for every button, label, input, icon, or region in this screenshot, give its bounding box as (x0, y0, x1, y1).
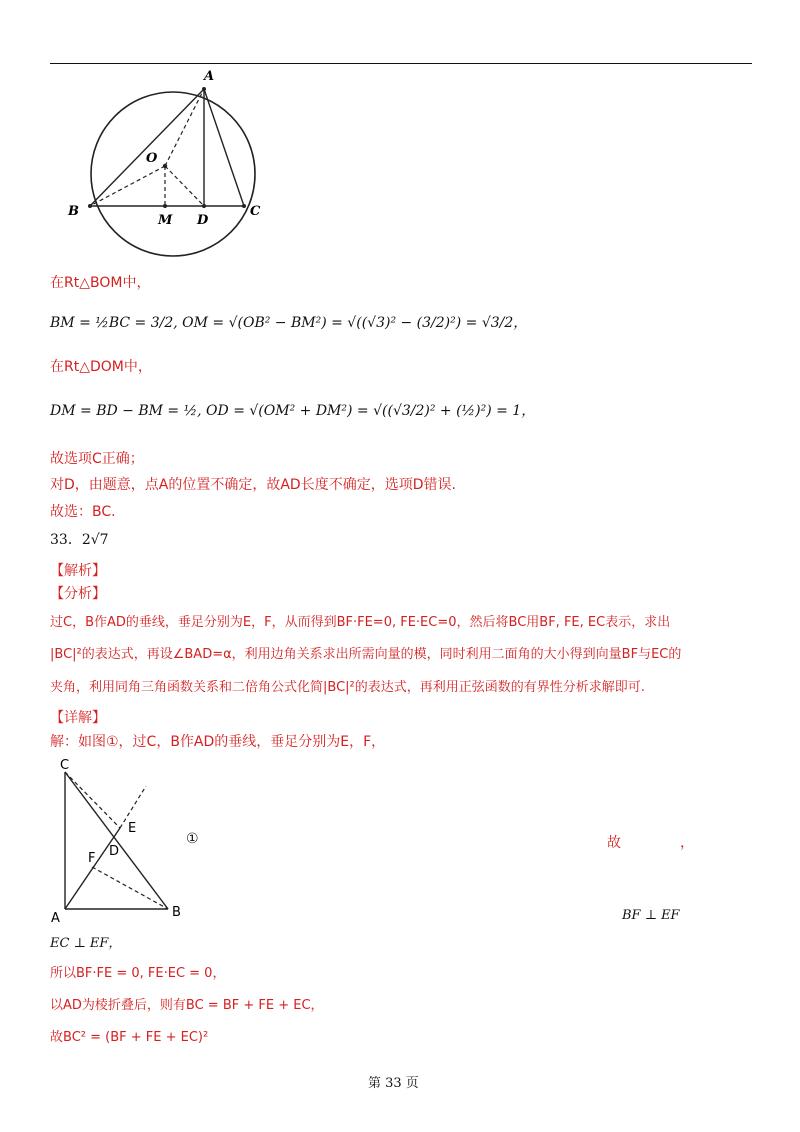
label-d: D (197, 213, 209, 228)
point-m (163, 204, 167, 208)
section-jiexi: 【解析】 (50, 563, 106, 579)
circle-figure (60, 66, 290, 266)
analysis-line-2: |BC|²的表达式，再设∠BAD=α，利用边角关系求出所需向量的模，同时利用二面角的大小得到向量BF与EC的 (50, 647, 682, 662)
point-a (202, 87, 206, 91)
circumcircle (91, 92, 255, 256)
point-d (202, 204, 206, 208)
segment-ad2 (65, 828, 120, 909)
label-d2: D (109, 844, 120, 859)
triangle-figure (48, 756, 198, 926)
fold-line: 以AD为棱折叠后，则有BC = BF + FE + EC， (50, 998, 324, 1013)
segment-oa (165, 89, 204, 166)
segment-cb (65, 772, 168, 909)
solution-line-1: 解：如图①，过C，B作AD的垂线，垂足分别为E，F， (50, 734, 386, 750)
segment-ob (90, 166, 165, 206)
header-rule (50, 63, 752, 64)
point-o (163, 164, 167, 168)
segment-ac (204, 89, 244, 206)
answer-text: 故选：BC. (50, 504, 116, 520)
suoyi-line: 所以BF·FE = 0, FE·EC = 0， (50, 966, 226, 981)
ec-perp-ef: EC ⊥ EF， (50, 936, 122, 951)
gu-text: 故 (607, 835, 621, 851)
analysis-line-1: 过C，B作AD的垂线，垂足分别为E，F，从而得到BF·FE=0, FE·EC=0，然后将BC用BF, FE, EC表示，求出 (50, 615, 671, 630)
point-b (88, 204, 92, 208)
dm-equation: DM = BD − BM = ½, OD = √(OM² + DM²) = √((√3/2)² + (½)²) = 1， (50, 403, 536, 419)
label-b2: B (172, 905, 181, 920)
dom-intro: 在Rt△DOM中， (50, 359, 152, 375)
analysis-line-3: 夹角，利用同角三角函数关系和二倍角公式化简|BC|²的表达式，再利用正弦函数的有界性分析求解即可. (50, 680, 645, 695)
section-xiangjie: 【详解】 (50, 710, 106, 726)
gu2-line: 故BC² = (BF + FE + EC)² (50, 1030, 209, 1045)
label-f: F (88, 851, 96, 866)
section-fenxi: 【分析】 (50, 586, 106, 602)
figure-number: ① (186, 831, 199, 847)
label-m: M (158, 213, 173, 228)
option-c-text: 故选项C正确； (50, 451, 144, 467)
label-a2: A (51, 911, 60, 926)
segment-ce (65, 772, 120, 828)
bom-intro: 在Rt△BOM中， (50, 275, 151, 291)
bf-perp-ef: BF ⊥ EF (622, 908, 680, 923)
segment-bf (92, 867, 168, 909)
label-c2: C (60, 758, 70, 773)
question-33: 33．2√7 (50, 532, 109, 548)
bm-equation: BM = ½BC = 3/2, OM = √(OB² − BM²) = √((√3)² − (3/2)²) = √3/2， (50, 315, 528, 331)
label-c: C (250, 204, 261, 219)
label-e: E (128, 821, 137, 836)
segment-od (165, 166, 204, 206)
label-o: O (146, 151, 158, 166)
point-c (242, 204, 246, 208)
option-d-text: 对D，由题意，点A的位置不确定，故AD长度不确定，选项D错误. (50, 477, 456, 493)
label-a: A (204, 69, 215, 84)
page-footer: 第 33 页 (368, 1076, 419, 1091)
gu-comma: ， (680, 835, 694, 851)
label-b: B (68, 204, 79, 219)
